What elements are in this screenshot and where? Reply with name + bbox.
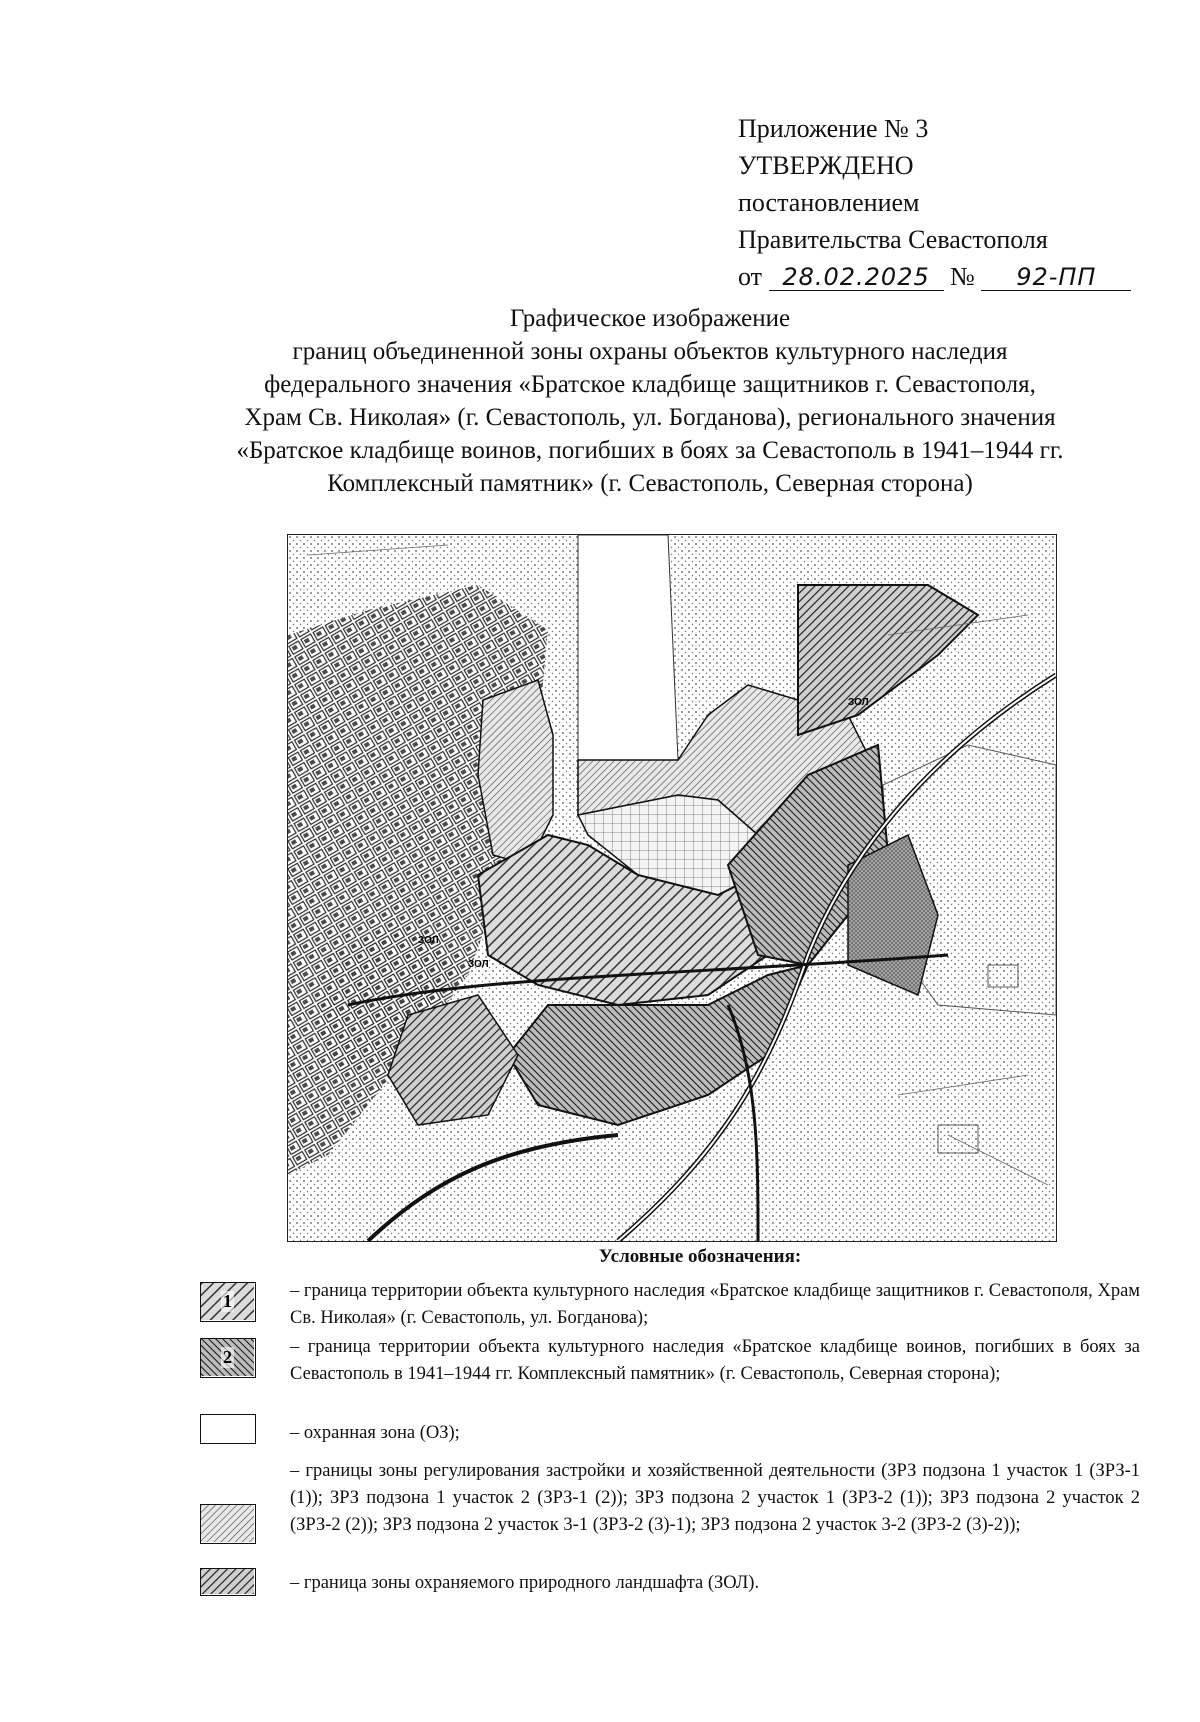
- legend-text-object-1: – граница территории объекта культурного наследия «Братское кладбище защитников г. Севастополя, Храм Св. Николая» (г. Севастополь, ул. Богданова);: [290, 1281, 1140, 1328]
- legend-text-zol: – граница зоны охраняемого природного ландшафта (ЗОЛ).: [290, 1573, 760, 1593]
- swatch-zrz: [200, 1504, 256, 1544]
- date-line: [738, 258, 1131, 295]
- zol-label-c: ЗОЛ: [468, 959, 489, 970]
- map-drawing: [288, 535, 1056, 1241]
- title-line-5: «Братское кладбище воинов, погибших в боях за Севастополь в 1941–1944 гг.: [236, 437, 1064, 464]
- zol-label-a: ЗОЛ: [848, 697, 869, 708]
- legend-text-object-2: – граница территории объекта культурного наследия «Братское кладбище воинов, погибших в боях за Севастополь в 1941–1944 гг. Комплексный памятник» (г. Севастополь, Северная сторона);: [290, 1337, 1140, 1384]
- date-prefix: от: [738, 262, 763, 291]
- protection-zone-oz-north: [578, 535, 678, 760]
- swatch-object-2: [200, 1338, 256, 1378]
- legend-title: Условные обозначения:: [598, 1246, 802, 1267]
- appendix-number: Приложение № 3: [738, 114, 929, 143]
- title-line-6: Комплексный памятник» (г. Севастополь, Северная сторона): [327, 470, 973, 497]
- appendix-block: [738, 110, 1131, 295]
- date-value: 28.02.2025: [769, 264, 944, 291]
- legend-text-oz: – охранная зона (ОЗ);: [290, 1423, 460, 1443]
- zrz-zone-1: [478, 680, 553, 865]
- swatch-number-1: 1: [223, 1291, 232, 1311]
- swatch-object-1: [200, 1282, 256, 1322]
- swatch-oz: [200, 1414, 256, 1444]
- swatch-zol: [200, 1568, 256, 1596]
- zol-label-b: ЗОЛ: [418, 935, 439, 946]
- legend-text-zrz: – границы зоны регулирования застройки и хозяйственной деятельности (ЗРЗ подзона 1 участок 1 (ЗРЗ-1 (1)); ЗРЗ подзона 1 участок 2 (ЗРЗ-1 (2)); ЗРЗ подзона 2 участок 1 (ЗРЗ-2 (1)); ЗРЗ подзона 2 участок 2 (ЗРЗ-2 (2)); ЗРЗ подзона 2 участок 3-1 (ЗРЗ-2 (3)-1); ЗРЗ подзона 2 участок 3-2 (ЗРЗ-2 (3)-2));: [290, 1461, 1140, 1535]
- swatch-number-2: 2: [223, 1347, 232, 1367]
- title-line-2: границ объединенной зоны охраны объектов культурного наследия: [292, 338, 1008, 365]
- number-prefix: №: [950, 262, 975, 291]
- number-value: 92-ПП: [981, 264, 1131, 291]
- resolution-label: постановлением: [738, 188, 920, 217]
- government-label: Правительства Севастополя: [738, 225, 1048, 254]
- title-line-4: Храм Св. Николая» (г. Севастополь, ул. Богданова), регионального значения: [244, 404, 1056, 431]
- title-line-1: Графическое изображение: [509, 305, 791, 332]
- zone-map: [287, 534, 1057, 1242]
- title-line-3: федерального значения «Братское кладбище защитников г. Севастополя,: [264, 371, 1036, 398]
- approved-label: УТВЕРЖДЕНО: [738, 151, 914, 180]
- document-title: [150, 302, 1150, 500]
